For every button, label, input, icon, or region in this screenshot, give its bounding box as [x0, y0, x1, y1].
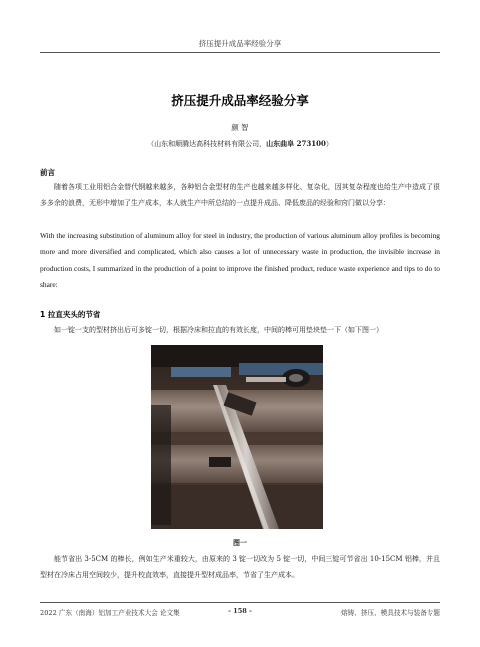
figure-1-photo [151, 345, 323, 529]
preface-heading: 前言 [40, 168, 55, 177]
affiliation [0, 139, 480, 149]
affiliation-location: 山东曲阜 273100 [266, 139, 326, 148]
footer-topic: 熔铸、挤压、模具技术与装备专题 [341, 609, 440, 617]
section-1-after-figure: 能节省出 3-5CM 的棒长，例如生产米重较大，由原来的 3 锭一切改为 5 锭一切，中间三锭可节省出 10-15CM 铝棒，并且型材在冷床占用空间较少，提升校直效率，直接提升型材成品率，节省了生产成本。 [40, 555, 440, 580]
affiliation-prefix: （山东和顺腾达高科技材料有限公司， [147, 140, 267, 148]
figure-1-caption: 图一 [233, 539, 247, 547]
author: 颜 智 [231, 123, 249, 132]
affiliation-suffix: ） [325, 140, 333, 148]
article-title: 挤压提升成品率经验分享 [171, 93, 309, 108]
footer-proceedings: 2022 广东（南海）铝加工产业技术大会 论文集 [40, 609, 180, 617]
page-number: - 158 - [228, 607, 252, 615]
preface-zh-paragraph: 随着各项工业用铝合金替代钢越来越多，各种铝合金型材的生产也越来越多样化、复杂化，因其复杂程度也给生产中造成了很多多余的浪费，无形中增加了生产成本，本人就生产中所总结的一点提升成品、降低废品的经验和窍门做以分享： [40, 183, 440, 208]
section-1-heading: 1 拉直夹头的节省 [40, 310, 101, 319]
preface-en-paragraph: With the increasing substitution of aluminum alloy for steel in industry, the production of various aluminum alloy profiles is becoming more and more diversified and complicated, which also causes a lot of unnecessary waste in production, the invisible increase in production costs, I summarized in the production of a point to improve the finished product, reduce waste experience and tips to do to share: [40, 231, 440, 289]
section-1-paragraph: 如一锭一支的型材挤出后可多锭一切，根据冷床和拉直的有效长度，中间的棒可用垫块垫一下（如下图一） [54, 326, 383, 334]
running-header: 挤压提升成品率经验分享 [198, 39, 282, 48]
header-rule [40, 52, 440, 53]
footer-rule [40, 602, 440, 603]
